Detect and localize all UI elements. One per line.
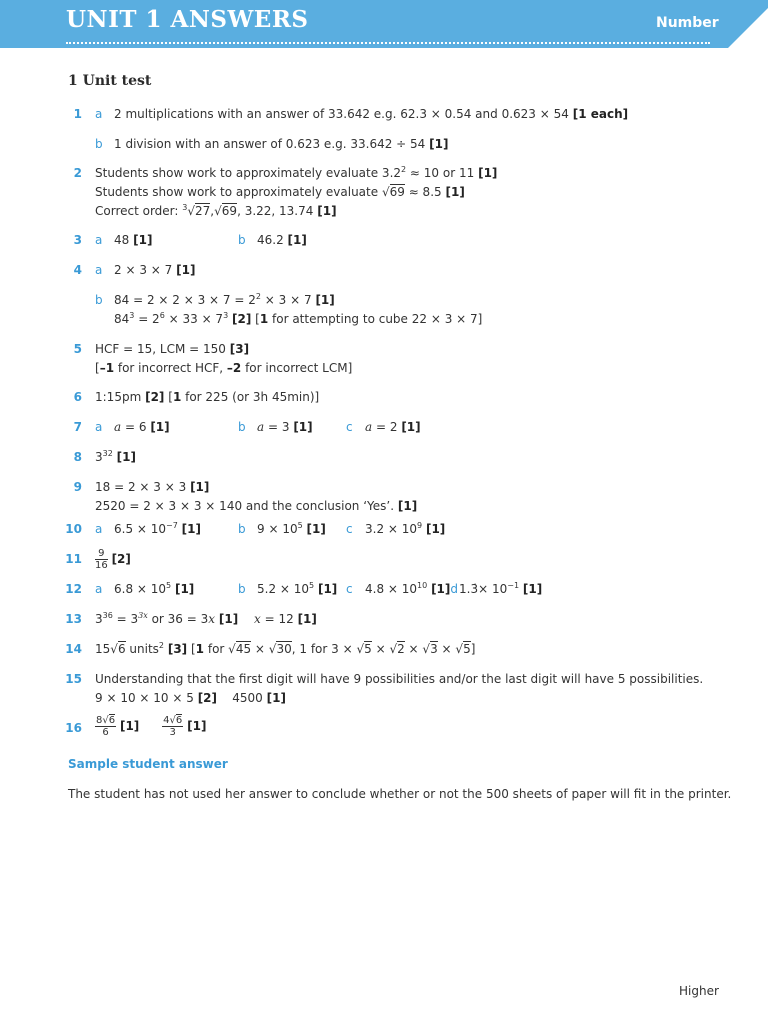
part-label: b: [238, 582, 246, 596]
question-number: 9: [73, 480, 82, 494]
question-number: 2: [73, 166, 82, 180]
answer-line: Correct order: $^3$√27,√69, 3.22, 13.74 [1]: [95, 203, 337, 218]
part-label: c: [346, 582, 353, 596]
answer-line: $3^{36} = 3^{3x}$ or 36 = 3x [1]: [95, 611, 239, 626]
part-label: a: [95, 522, 103, 536]
answer-line: 1:15pm [2] [1 for 225 (or 3h 45min)]: [95, 390, 320, 404]
question-number: 16: [65, 721, 82, 735]
answer-line: $3.2 \times 10^9$ [1]: [365, 521, 446, 536]
part-label: b: [238, 233, 246, 247]
question-number: 8: [73, 450, 82, 464]
question-number: 3: [73, 233, 82, 247]
part-label: a: [95, 233, 103, 247]
page-title: UNIT 1 ANSWERS: [66, 6, 309, 33]
answer-line: 48 [1]: [114, 233, 153, 247]
answer-line: $84 = 2 \times 2 \times 3 \times 7 = 2^2 \times 3 \times 7$ [1]: [114, 292, 335, 307]
section-label: Number: [656, 15, 719, 31]
answer-line: 1.3̇× $10^{-1}$ [1]: [459, 581, 543, 596]
part-label: c: [346, 522, 353, 536]
part-label: b: [238, 522, 246, 536]
header-divider: [66, 42, 710, 44]
answer-line: $84^3 = 2^6 \times 33 \times 7^3$ [2] [1 for attempting to cube 22 × 3 × 7]: [114, 311, 483, 326]
answer-line: 2520 = 2 × 3 × 3 × 140 and the conclusion ‘Yes’. [1]: [95, 499, 418, 513]
question-number: 14: [65, 642, 82, 656]
answer-line: a = 2 [1]: [365, 420, 421, 434]
answer-line: HCF = 15, LCM = 150 [3]: [95, 342, 250, 356]
part-label: a: [95, 582, 103, 596]
answer-line: a = 3 [1]: [257, 420, 313, 434]
question-number: 7: [73, 420, 82, 434]
answer-line: $\frac{9}{16}$ [2]: [95, 548, 131, 571]
part-label: a: [95, 420, 103, 434]
question-number: 11: [65, 552, 82, 566]
answer-line: $9 \times 10^5$ [1]: [257, 521, 326, 536]
part-label: d: [450, 582, 459, 596]
part-label: a: [95, 107, 103, 121]
question-number: 4: [73, 263, 82, 277]
footer-tier-label: Higher: [679, 984, 719, 998]
question-number: 10: [65, 522, 82, 536]
part-label: c: [346, 420, 353, 434]
answer-line: $6.5 \times 10^{-7}$ [1]: [114, 521, 201, 536]
question-number: 5: [73, 342, 82, 356]
answer-line: $\frac{8√6}{6}$ [1] $\frac{4√6}{3}$ [1]: [96, 715, 207, 738]
answer-line: Students show work to approximately evaluate $3.2^2 \approx 10$ or 11 [1]: [95, 165, 498, 180]
answer-line: Understanding that the first digit will have 9 possibilities and/or the last digit will have 5 possibilities.: [95, 672, 704, 686]
answer-line: 18 = 2 × 3 × 3 [1]: [95, 480, 210, 494]
fraction: $\frac{4√6}{3}$: [163, 715, 183, 738]
answer-line: 15√6 units$^2$ [3] [1 for √45 × √30, 1 for 3 × √5 × √2 × √3 × √5]: [95, 641, 476, 656]
answer-line: $4.8 \times 10^{10}$ [1]d: [365, 581, 459, 596]
question-number: 13: [65, 612, 82, 626]
question-number: 6: [73, 390, 82, 404]
answer-line: x = 12 [1]: [254, 612, 317, 626]
fraction: $\frac{9}{16}$: [95, 548, 108, 571]
sample-answer-text: The student has not used her answer to conclude whether or not the 500 sheets of paper will fit in the printer.: [68, 787, 732, 801]
question-number: 12: [65, 582, 82, 596]
answer-line: [–1 for incorrect HCF, –2 for incorrect LCM]: [95, 361, 353, 375]
answer-line: $5.2 \times 10^5$ [1]: [257, 581, 338, 596]
question-number: 1: [73, 107, 82, 121]
part-label: b: [238, 420, 246, 434]
part-label: b: [95, 137, 103, 151]
answer-line: $6.8 \times 10^5$ [1]: [114, 581, 195, 596]
answer-line: 46.2 [1]: [257, 233, 307, 247]
answer-line: Students show work to approximately evaluate √69 ≈ 8.5 [1]: [95, 185, 465, 199]
answer-line: 9 × 10 × 10 × 5 [2] 4500 [1]: [95, 691, 286, 705]
answer-line: a = 6 [1]: [114, 420, 170, 434]
part-label: a: [95, 263, 103, 277]
answer-line: 2 × 3 × 7 [1]: [114, 263, 196, 277]
answer-line: 2 multiplications with an answer of 33.642 e.g. 62.3 × 0.54 and 0.623 × 54 [1 each]: [114, 107, 629, 121]
fraction: $\frac{8√6}{6}$: [96, 715, 116, 738]
answer-line: 1 division with an answer of 0.623 e.g. 33.642 ÷ 54 [1]: [114, 137, 449, 151]
part-label: b: [95, 293, 103, 307]
question-number: 15: [65, 672, 82, 686]
answer-line: $3^{32}$ [1]: [95, 449, 136, 464]
unit-heading: 1 Unit test: [68, 73, 152, 89]
sample-answer-heading: Sample student answer: [68, 757, 228, 771]
